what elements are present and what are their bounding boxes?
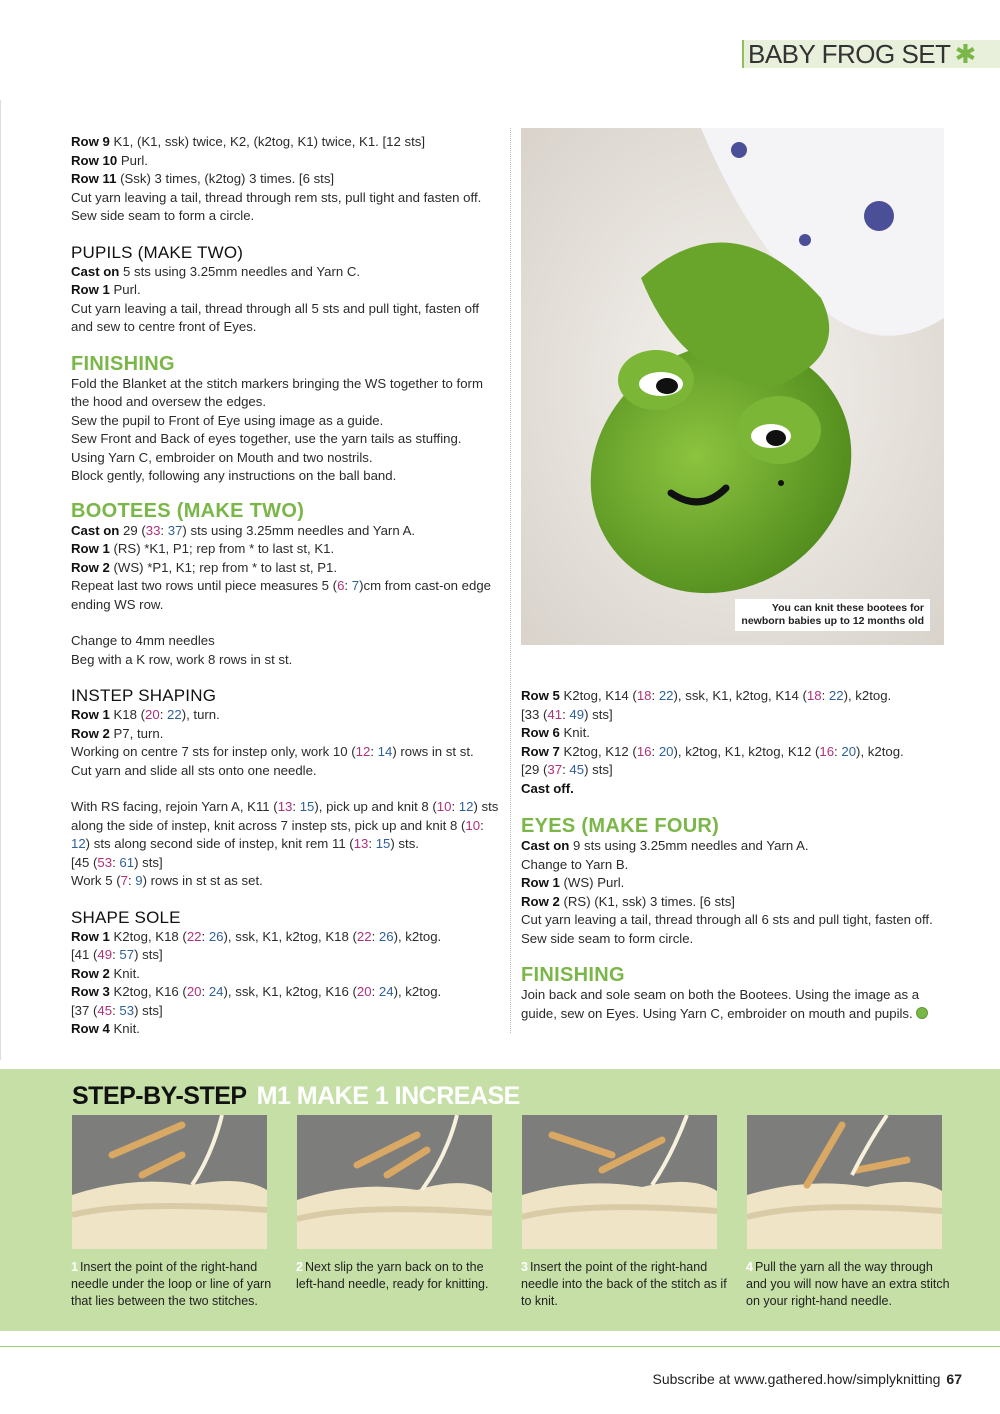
finishing-line: Block gently, following any instructions on the ball band. [71,468,397,483]
finishing-heading: FINISHING [71,352,175,375]
knitting-step-illustration [297,1115,492,1249]
bootees-beg: Beg with a K row, work 8 rows in st st. [71,651,293,667]
knitting-step-illustration [747,1115,942,1249]
instep-row-2: Row 2 P7, turn. [71,725,164,741]
pupils-heading: PUPILS (MAKE TWO) [71,242,244,262]
instep-working: Working on centre 7 sts for instep only, work 10 (12: 14) rows in st st. [71,744,474,759]
bootees-row-1: Row 1 (RS) *K1, P1; rep from * to last st, K1. [71,541,335,556]
right-row-5-total: [33 (41: 49) sts] [521,706,613,722]
eyes-cast-on: Cast on 9 sts using 3.25mm needles and Yarn A. [521,838,809,853]
frog-bootee-illustration [521,128,944,645]
page-number: 67 [946,1371,962,1387]
sole-row-1-total: [41 (49: 57) sts] [71,947,163,962]
bootees-row-2: Row 2 (WS) *P1, K1; rep from * to last st, P1. [71,559,338,575]
section-title-text: BABY FROG SET [748,39,951,69]
polka-dot [731,142,747,158]
polka-dot [864,201,894,231]
sole-row-3-total: [37 (45: 53) sts] [71,1002,163,1018]
eyes-change: Change to Yarn B. [521,856,629,872]
step-4-caption: 4 Pull the yarn all the way through and you will now have an extra stitch on your right-hand needle. [746,1260,950,1308]
step-1-image [72,1115,267,1249]
eyes-row-1: Row 1 (WS) Purl. [521,875,625,890]
right-row-6: Row 6 Knit. [521,725,590,740]
right-row-7: Row 7 K2tog, K12 (16: 20), k2tog, K1, k2tog, K12 (16: 20), k2tog. [521,743,904,759]
right-row-5: Row 5 K2tog, K14 (18: 22), ssk, K1, k2tog, K14 (18: 22), k2tog. [521,688,892,703]
step-2-image [297,1115,492,1249]
instep-rs-facing: With RS facing, rejoin Yarn A, K11 (13: 15), pick up and knit 8 (10: 12) sts along the side of instep, knit across 7 instep sts, pick up and knit 8 (10: 12) sts along second side of instep, knit rem 11 (13: 15) sts. [71,799,499,851]
polka-dot [799,234,811,246]
sole-row-1: Row 1 K2tog, K18 (22: 26), ssk, K1, k2tog, K18 (22: 26), k2tog. [71,928,442,944]
row-11: Row 11 (Ssk) 3 times, (k2tog) 3 times. [6 sts] [71,171,335,186]
right-row-7-total: [29 (37: 45) sts] [521,762,613,777]
knitting-step-illustration [522,1115,717,1249]
finishing-line: Sew Front and Back of eyes together, use the yarn tails as stuffing. [71,431,462,446]
finishing-line: Fold the Blanket at the stitch markers bringing the WS together to form the hood and oversew the edges. [71,375,483,409]
left-column [71,133,501,1039]
instep-work: Work 5 (7: 9) rows in st st as set. [71,873,263,888]
step-2-caption: 2 Next slip the yarn back on to the left-hand needle, ready for knitting. [296,1260,489,1291]
sole-row-4: Row 4 Knit. [71,1021,140,1036]
instep-cut: Cut yarn and slide all sts onto one needle. [71,762,317,778]
sole-heading: SHAPE SOLE [71,907,181,927]
step-4-image [747,1115,942,1249]
footer [653,1371,963,1387]
frog-bootee-photo [521,128,944,645]
pupils-note: Cut yarn leaving a tail, thread through all 5 sts and pull tight, fasten off and sew to centre front of Eyes. [71,300,480,334]
star-icon: ✱ [954,39,976,69]
finishing-line: Using Yarn C, embroider on Mouth and two nostrils. [71,449,373,465]
sole-row-2: Row 2 Knit. [71,965,140,981]
column-separator [510,128,511,1033]
bootees-cast-on: Cast on 29 (33: 37) sts using 3.25mm needles and Yarn A. [71,522,416,538]
photo-caption: You can knit these bootees for newborn babies up to 12 months old [735,599,930,631]
eyes-note: Cut yarn leaving a tail, thread through all 6 sts and pull tight, fasten off. Sew side seam to form circle. [521,912,933,946]
step-3-image [522,1115,717,1249]
pupils-cast-on: Cast on 5 sts using 3.25mm needles and Yarn C. [71,263,361,279]
footer-rule [0,1346,1000,1347]
step-by-step-title: STEP-BY-STEP M1 MAKE 1 INCREASE [72,1082,520,1110]
instep-total: [45 (53: 61) sts] [71,854,163,870]
bootee-finishing-heading: FINISHING [521,964,625,986]
eyes-row-2: Row 2 (RS) (K1, ssk) 3 times. [6 sts] [521,893,735,909]
pupils-row-1: Row 1 Purl. [71,282,141,297]
bootees-heading: BOOTEES (MAKE TWO) [71,499,305,522]
row-11-note: Cut yarn leaving a tail, thread through rem sts, pull tight and fasten off. Sew side seam to form a circle. [71,189,482,223]
instep-row-1: Row 1 K18 (20: 22), turn. [71,707,220,722]
right-column [521,687,941,1023]
step-3-caption: 3 Insert the point of the right-hand needle into the back of the stitch as if to knit. [521,1260,727,1308]
row-10: Row 10 Purl. [71,152,148,168]
row-9: Row 9 K1, (K1, ssk) twice, K2, (k2tog, K1) twice, K1. [12 sts] [71,134,425,149]
page-section-title [748,40,976,68]
step-1-caption: 1 Insert the point of the right-hand needle under the loop or line of yarn that lies between the two stitches. [71,1260,272,1308]
finishing-line: Sew the pupil to Front of Eye using image as a guide. [71,412,384,428]
bootee-finishing-text: Join back and sole seam on both the Bootees. Using the image as a guide, sew on Eyes. Using Yarn C, embroider on mouth and pupils. [521,986,941,1023]
bootees-repeat: Repeat last two rows until piece measures 5 (6: 7)cm from cast-on edge ending WS row. [71,578,492,612]
instep-heading: INSTEP SHAPING [71,686,217,705]
eyes-heading: EYES (MAKE FOUR) [521,815,720,837]
left-edge-rule [0,100,1,1060]
bootees-change-needles: Change to 4mm needles [71,633,215,648]
subscribe-link[interactable]: Subscribe at www.gathered.how/simplyknitting [652,1371,941,1387]
yarn-ball-icon [916,1007,928,1019]
knitting-step-illustration [72,1115,267,1249]
cast-off: Cast off. [521,780,574,796]
sole-row-3: Row 3 K2tog, K16 (20: 24), ssk, K1, k2tog, K16 (20: 24), k2tog. [71,984,442,999]
